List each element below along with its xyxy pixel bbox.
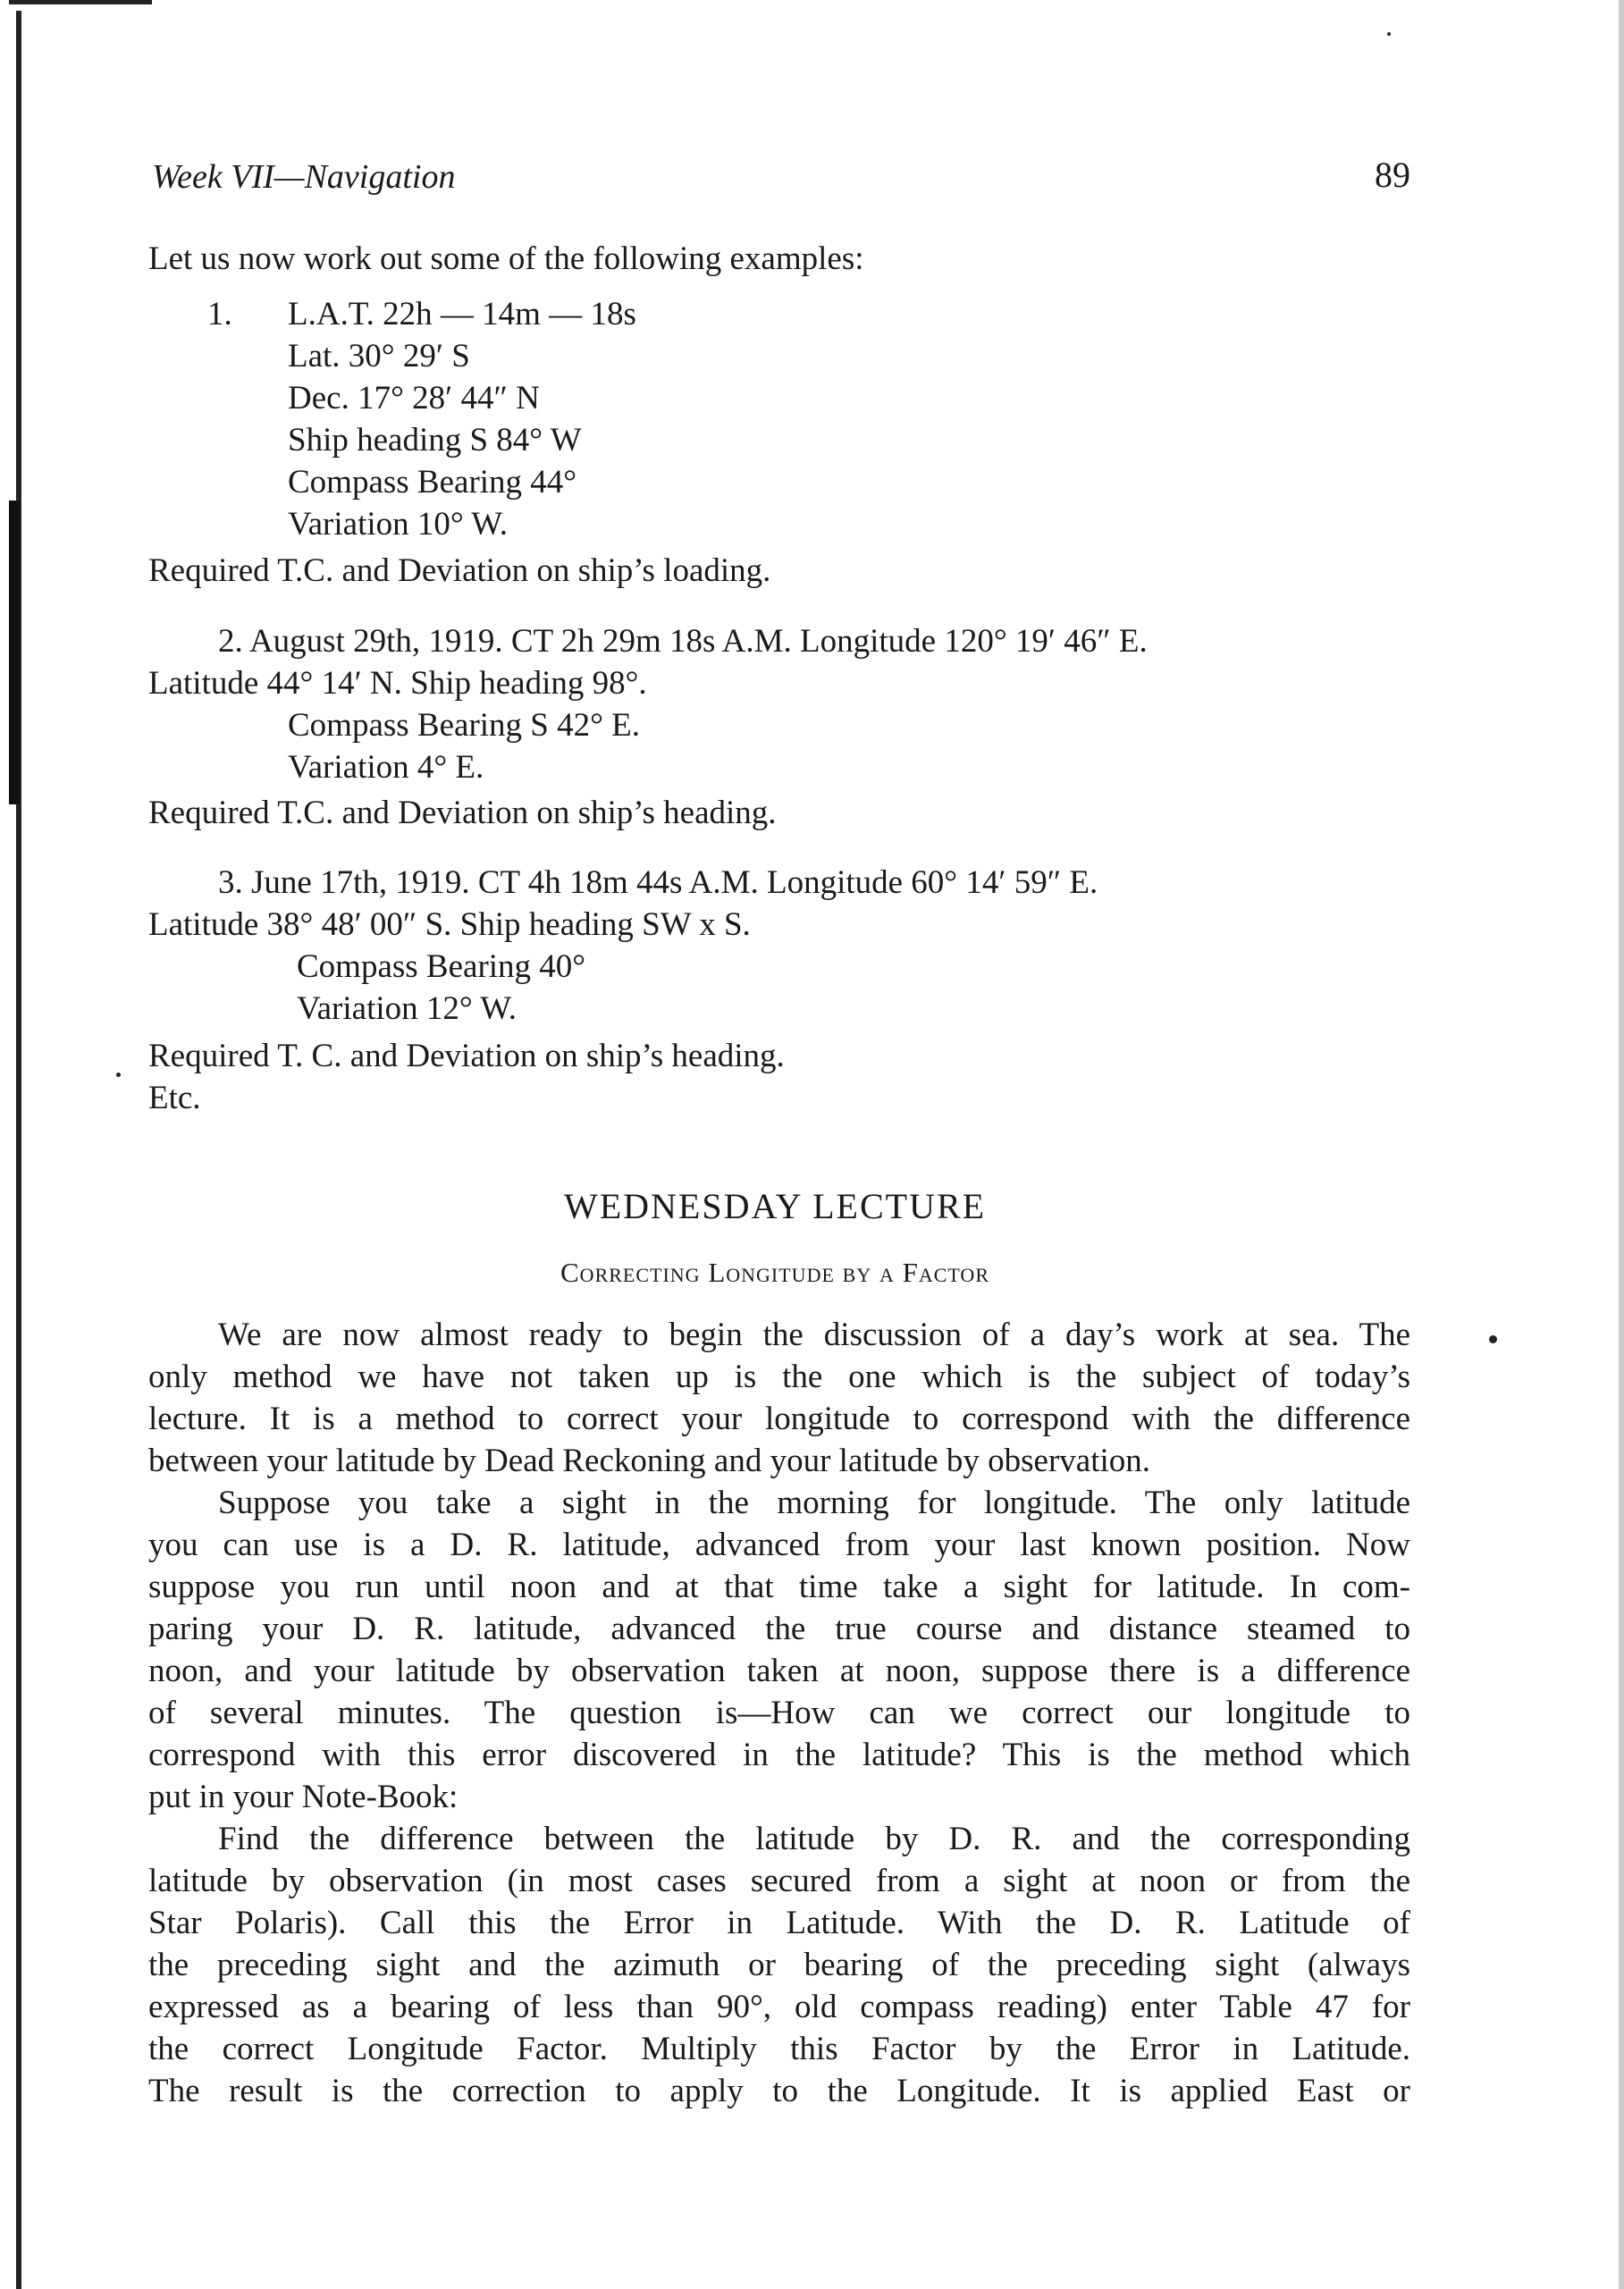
paragraph-line: suppose you run until noon and at that time take a sight for latitude. In com-: [148, 1569, 1410, 1605]
example3-line: Compass Bearing 40°: [297, 948, 586, 985]
paragraph-line: latitude by observation (in most cases secured from a sight at noon or from the: [148, 1863, 1410, 1899]
paragraph-line: of several minutes. The question is—How can we correct our longitude to: [148, 1695, 1410, 1731]
paragraph-line: lecture. It is a method to correct your longitude to correspond with the difference: [148, 1401, 1410, 1437]
example1-line: Dec. 17° 28′ 44″ N: [288, 380, 540, 417]
ink-speck: [116, 1073, 121, 1077]
paragraph-line: paring your D. R. latitude, advanced the true course and distance steamed to: [148, 1611, 1410, 1647]
example1-line: Compass Bearing 44°: [288, 464, 577, 501]
paragraph-line: between your latitude by Dead Reckoning and your latitude by observation.: [148, 1443, 1151, 1479]
example2-line: Compass Bearing S 42° E.: [288, 707, 641, 744]
example2-required: Required T.C. and Deviation on ship’s heading.: [148, 795, 777, 831]
binding-edge: [16, 11, 21, 2289]
intro-text: Let us now work out some of the following examples:: [148, 240, 864, 277]
running-title: Week VII—Navigation: [152, 158, 456, 196]
page-number: 89: [1375, 155, 1410, 195]
section-subtitle: Correcting Longitude by a Factor: [560, 1257, 989, 1288]
example-number: 1.: [207, 296, 232, 332]
paragraph: [148, 1482, 1410, 1818]
paragraph-line: correspond with this error discovered in the latitude? This is the method which: [148, 1737, 1410, 1773]
ink-speck: [1489, 1335, 1497, 1343]
example3-required: Required T. C. and Deviation on ship’s heading.: [148, 1038, 785, 1074]
paragraph-line: the preceding sight and the azimuth or bearing of the preceding sight (always: [148, 1947, 1410, 1983]
paragraph-line: only method we have not taken up is the one which is the subject of today’s: [148, 1359, 1410, 1395]
example2-line: 2. August 29th, 1919. CT 2h 29m 18s A.M. Longitude 120° 19′ 46″ E.: [218, 623, 1148, 660]
paragraph-line: We are now almost ready to begin the discussion of a day’s work at sea. The: [218, 1317, 1410, 1353]
binding-shadow: [9, 501, 20, 804]
example1-line: Ship heading S 84° W: [288, 422, 582, 459]
page-edge-right: [1619, 0, 1624, 2289]
paragraph-line: the correct Longitude Factor. Multiply this Factor by the Error in Latitude.: [148, 2031, 1410, 2067]
paragraph-line: The result is the correction to apply to the Longitude. It is applied East or: [148, 2073, 1410, 2109]
example3-line: 3. June 17th, 1919. CT 4h 18m 44s A.M. Longitude 60° 14′ 59″ E.: [218, 864, 1098, 901]
paragraph-line: you can use is a D. R. latitude, advanced from your last known position. Now: [148, 1527, 1410, 1563]
paragraph-line: noon, and your latitude by observation taken at noon, suppose there is a difference: [148, 1653, 1410, 1689]
example1-line: Variation 10° W.: [288, 506, 509, 543]
example3-line: Latitude 38° 48′ 00″ S. Ship heading SW x S.: [148, 906, 751, 943]
example3-line: Variation 12° W.: [297, 990, 517, 1027]
paragraph: [148, 1314, 1410, 1482]
paragraph-line: expressed as a bearing of less than 90°, old compass reading) enter Table 47 for: [148, 1989, 1410, 2025]
section-title: WEDNESDAY LECTURE: [563, 1186, 987, 1226]
etc-text: Etc.: [148, 1080, 201, 1116]
paragraph-line: Find the difference between the latitude by D. R. and the corresponding: [218, 1821, 1410, 1857]
example1-required: Required T.C. and Deviation on ship’s loading.: [148, 552, 771, 589]
example1-line: Lat. 30° 29′ S: [288, 338, 470, 374]
paragraph-line: Star Polaris). Call this the Error in Latitude. With the D. R. Latitude of: [148, 1905, 1410, 1941]
ink-speck: [1387, 32, 1391, 36]
binding-edge-mark: [9, 0, 152, 4]
paragraph: [148, 1818, 1410, 2112]
example2-line: Variation 4° E.: [288, 749, 484, 786]
paragraph-line: put in your Note-Book:: [148, 1779, 459, 1815]
example2-line: Latitude 44° 14′ N. Ship heading 98°.: [148, 665, 647, 702]
example1-line: L.A.T. 22h — 14m — 18s: [288, 296, 636, 332]
paragraph-line: Suppose you take a sight in the morning for longitude. The only latitude: [218, 1485, 1410, 1521]
